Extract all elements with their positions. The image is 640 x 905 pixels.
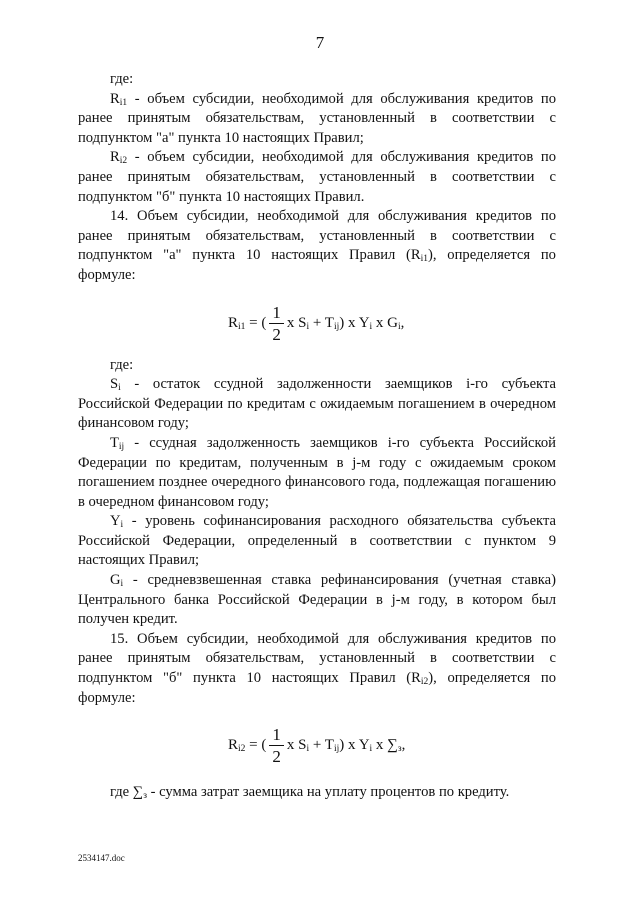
definition-text: - объем субсидии, необходимой для обслуживания кредитов по ранее принятым обязательствам, установленный в соответствии с подпунктом "б" пункта 10 настоящих Правил. (78, 149, 556, 205)
subscript: ij (333, 744, 340, 755)
symbol: G (110, 572, 121, 589)
fraction-numerator: 1 (269, 304, 284, 324)
where-label (78, 70, 556, 90)
definition-t-ij (78, 434, 556, 512)
formula-r-i2 (78, 708, 556, 778)
document-body (78, 70, 556, 803)
formula-term: x ∑ (372, 737, 398, 754)
page-number: 7 (315, 33, 325, 52)
formula-term: ) x Y (339, 737, 370, 754)
definition-text: - средневзвешенная ставка рефинансирования (учетная ставка) Центрального банка Российской Федерации в j-м году, в котором был получен кредит. (78, 572, 556, 628)
formula-term: , (401, 737, 406, 754)
subscript: з (397, 744, 402, 755)
subscript: i2 (119, 156, 128, 167)
definition-s-i (78, 375, 556, 434)
definition-text: - ссудная задолженность заемщиков i-го субъекта Российской Федерации по кредитам, полученным в j-м году с ожидаемым сроком погашением позднее очередного финансового года, подлежащая погашению в очередном финансовом году; (78, 434, 556, 510)
fraction (269, 304, 284, 343)
subscript: i (369, 321, 373, 332)
paragraph-text: 14. Объем субсидии, необходимой для обслуживания кредитов по ранее принятым обязательствам, установленный в соответствии с подпунктом "а" пункта 10 настоящих Правил (R (78, 208, 556, 264)
subscript: i2 (420, 677, 429, 688)
definition-r-i2 (78, 148, 556, 207)
formula-r-i1 (78, 286, 556, 356)
subscript: i (369, 744, 373, 755)
definition-g-i (78, 571, 556, 630)
definition-r-i1 (78, 90, 556, 149)
symbol: S (110, 376, 119, 393)
sum-definition (78, 783, 556, 803)
definition-text: - сумма затрат заемщика на уплату процентов по кредиту. (146, 784, 510, 801)
subscript: i1 (238, 321, 246, 332)
subscript: i (120, 579, 124, 590)
where-text: где: (110, 356, 134, 373)
formula-term: ) x Y (339, 314, 370, 331)
symbol: Y (110, 513, 121, 530)
subscript: ij (118, 441, 125, 452)
fraction-denominator: 2 (272, 747, 281, 767)
paragraph-15 (78, 630, 556, 708)
formula-term: x S (286, 737, 307, 754)
definition-text: - уровень софинансирования расходного обязательства субъекта Российской Федерации, определенный в соответствии с пунктом 9 настоящих Правил; (78, 513, 556, 569)
subscript: i (306, 744, 310, 755)
subscript: i (118, 383, 121, 394)
formula-lhs: R (228, 737, 239, 754)
formula-term: + T (309, 314, 334, 331)
paragraph-14 (78, 207, 556, 285)
formula-lhs: R (228, 314, 239, 331)
definition-text: - объем субсидии, необходимой для обслуживания кредитов по ранее принятым обязательствам, установленный в соответствии с подпунктом "а" пункта 10 настоящих Правил; (78, 90, 556, 146)
definition-prefix: где ∑ (110, 784, 144, 801)
fraction-denominator: 2 (272, 324, 281, 344)
subscript: ij (333, 321, 340, 332)
subscript: з (143, 791, 147, 802)
definition-text: - остаток ссудной задолженности заемщиков i-го субъекта Российской Федерации по кредитам с ожидаемым погашением в очередном финансовом году; (78, 376, 556, 432)
subscript: i (306, 321, 310, 332)
paragraph-text-tail: ), определяется по формуле: (78, 247, 556, 283)
formula-operator: = ( (245, 737, 267, 754)
symbol: T (110, 434, 119, 451)
symbol: R (110, 149, 120, 166)
formula-term: x G (372, 314, 399, 331)
paragraph-text: 15. Объем субсидии, необходимой для обслуживания кредитов по ранее принятым обязательствам, установленный в соответствии с подпунктом "б" пункта 10 настоящих Правил (R (78, 630, 556, 687)
formula-term: , (400, 314, 405, 331)
formula-term: + T (309, 737, 334, 754)
subscript: i2 (238, 744, 246, 755)
formula-operator: = ( (245, 314, 267, 331)
subscript: i (398, 321, 401, 332)
definition-y-i (78, 512, 556, 571)
subscript: i1 (119, 97, 128, 108)
where-text: где: (110, 71, 134, 87)
subscript: i (120, 520, 124, 531)
fraction (269, 726, 284, 765)
subscript: i1 (420, 254, 429, 265)
symbol: R (110, 90, 120, 107)
where-label (78, 356, 556, 376)
paragraph-text-tail: ), определяется по формуле: (78, 670, 556, 706)
fraction-numerator: 1 (269, 726, 284, 746)
formula-term: x S (286, 314, 307, 331)
document-filename: 2534147.doc (78, 853, 125, 863)
